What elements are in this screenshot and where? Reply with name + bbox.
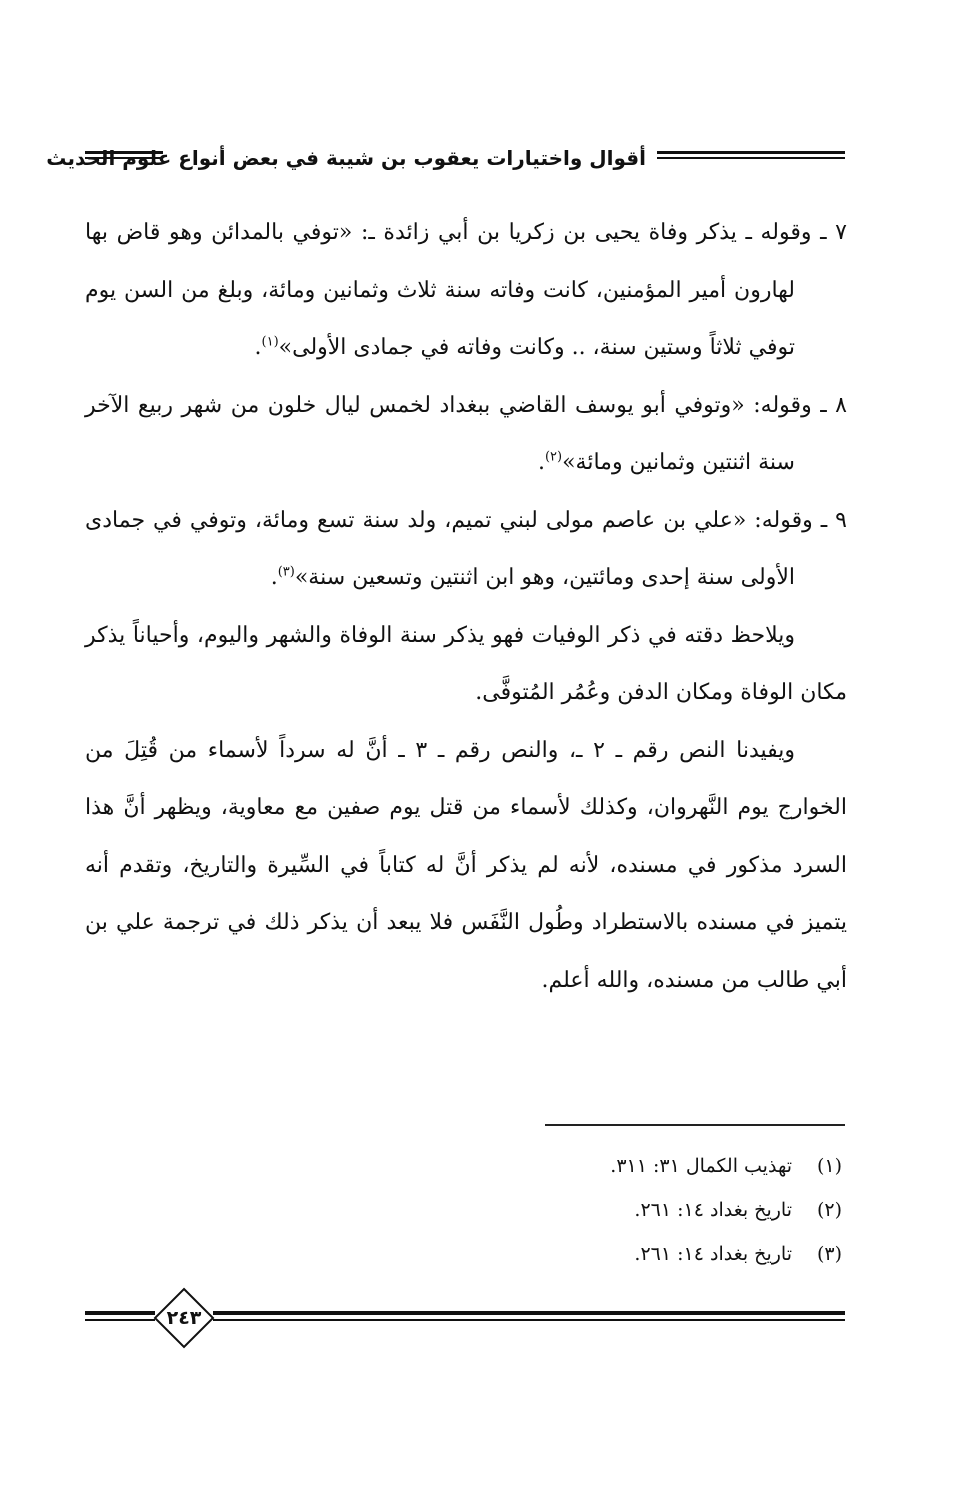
- footnote-separator: [545, 1124, 845, 1126]
- footnote-ref-2: (٢): [544, 449, 563, 465]
- footnote-text: تهذيب الكمال ٣١: ٣١١.: [610, 1155, 792, 1177]
- body-text: [85, 204, 847, 1009]
- list-item-7-text: ٧ ـ وقوله ـ يذكر وفاة يحيى بن زكريا بن أبي زائدة ـ: «توفي بالمدائن وهو قاض بها لهارون أمير المؤمنين، كانت وفاته سنة ثلاث وثمانين ومائة، وبلغ من السن يوم توفي ثلاثاً وستين سنة، .. وكانت وفاته في جمادى الأولى»: [85, 220, 847, 360]
- list-item-9: ٩ ـ وقوله: «علي بن عاصم مولى لبني تميم، ولد سنة تسع ومائة، وتوفي في جمادى الأولى سنة إحدى ومائتين، وهو ابن اثنتين وتسعين سنة»$^{(٣)}$.: [85, 507, 847, 590]
- paragraph-2: ويفيدنا النص رقم ـ ٢ ـ، والنص رقم ـ ٣ ـ أنَّ له سرداً لأسماء من قُتِلَ من الخوارج يوم النَّهروان، وكذلك لأسماء من قتل يوم صفين مع معاوية، ويظهر أنَّ هذا السرد مذكور في مسنده، لأنه لم يذكر أنَّ له كتاباً في السِّيرة والتاريخ، وتقدم أنه يتميز في مسنده بالاستطراد وطُول النَّفَس فلا يبعد أن يذكر ذلك في ترجمة علي بن أبي طالب من مسنده، والله أعلم.: [85, 737, 847, 993]
- footer-rule-left-top: [85, 1311, 155, 1315]
- list-item-7: ٧ ـ وقوله ـ يذكر وفاة يحيى بن زكريا بن أبي زائدة ـ: «توفي بالمدائن وهو قاض بها لهارون أمير المؤمنين، كانت وفاته سنة ثلاث وثمانين ومائة، وبلغ من السن يوم توفي ثلاثاً وستين سنة، .. وكانت وفاته في جمادى الأولى»$^{(١)}$.: [85, 220, 847, 360]
- footnote-2: [400, 1188, 842, 1232]
- list-item-8: ٨ ـ وقوله: «وتوفي أبو يوسف القاضي ببغداد لخمس ليال خلون من شهر ربيع الآخر سنة اثنتين وثمانين ومائة»$^{(٢)}$.: [85, 392, 847, 475]
- list-item-9-text: ٩ ـ وقوله: «علي بن عاصم مولى لبني تميم، ولد سنة تسع ومائة، وتوفي في جمادى الأولى سنة إحدى ومائتين، وهو ابن اثنتين وتسعين سنة»: [85, 507, 847, 590]
- footnote-number: (٣): [816, 1243, 842, 1265]
- header-rule-right-bottom: [657, 157, 845, 159]
- footnote-number: (١): [816, 1155, 842, 1177]
- footer-rule-right-top: [213, 1311, 845, 1315]
- paragraph-1: ويلاحظ دقته في ذكر الوفيات فهو يذكر سنة الوفاة والشهر واليوم، وأحياناً يذكر مكان الوفاة ومكان الدفن وعُمُر المُتوفَّى.: [85, 622, 847, 705]
- footnote-1: [400, 1144, 842, 1188]
- page-number: ٢٤٣: [166, 1307, 202, 1329]
- header-rule-right-top: [657, 151, 845, 154]
- footer-rule-right-bottom: [213, 1319, 845, 1321]
- footnote-ref-3: (٣): [277, 564, 295, 580]
- footnote-text: تاريخ بغداد ١٤: ٢٦١.: [634, 1243, 792, 1265]
- footnote-3: [400, 1232, 842, 1276]
- footnotes: [400, 1144, 842, 1276]
- footnote-text: تاريخ بغداد ١٤: ٢٦١.: [634, 1199, 792, 1221]
- footer-rule-left-bottom: [85, 1319, 155, 1321]
- list-item-8-text: ٨ ـ وقوله: «وتوفي أبو يوسف القاضي ببغداد لخمس ليال خلون من شهر ربيع الآخر سنة اثنتين وثمانين ومائة»: [85, 392, 847, 475]
- footnote-number: (٢): [816, 1199, 842, 1221]
- running-header-title: أقوال واختيارات يعقوب بن شيبة في بعض أنواع علوم الحديث: [46, 146, 646, 170]
- footnote-ref-1: (١): [261, 334, 279, 350]
